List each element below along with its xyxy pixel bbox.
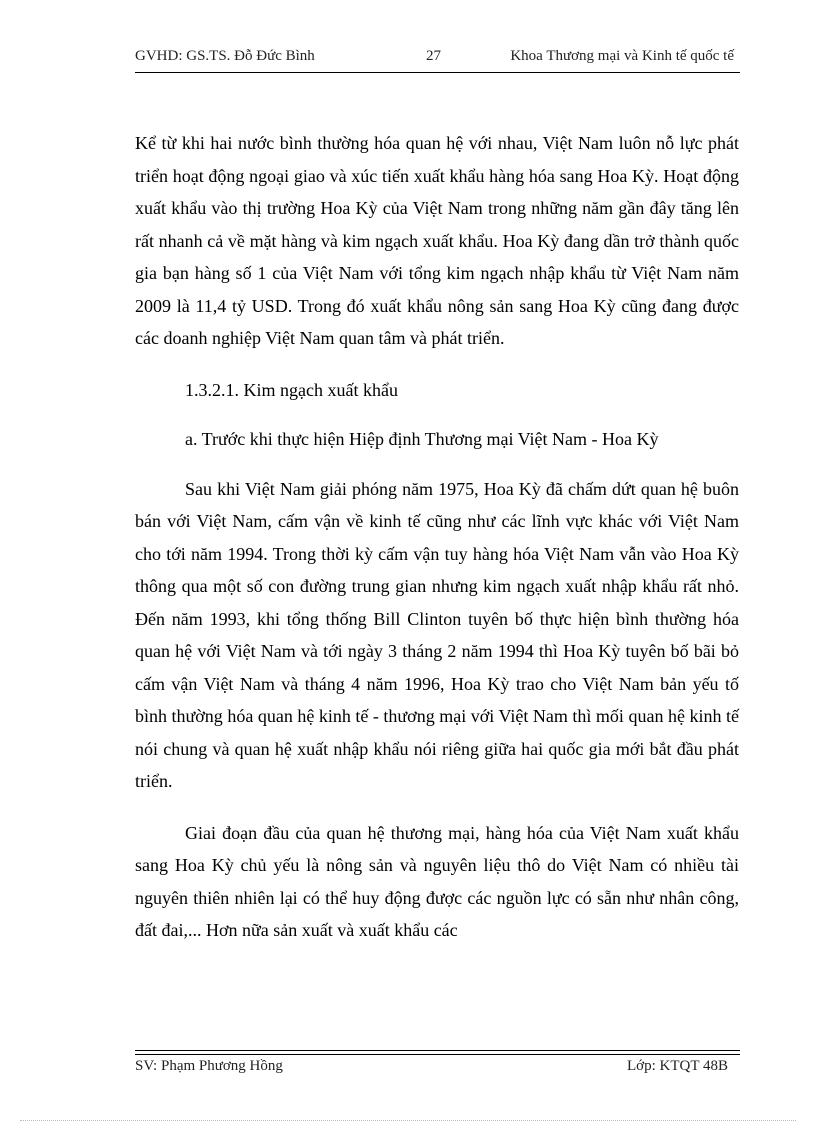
paragraph-1975: Sau khi Việt Nam giải phóng năm 1975, Hoa Kỳ đã chấm dứt quan hệ buôn bán với Việt Nam, cấm vận về kinh tế cũng như các lĩnh vực khác với Việt Nam cho tới năm 1994. Trong thời kỳ cấm vận tuy hàng hóa Việt Nam vẫn vào Hoa Kỳ thông qua một số con đường trung gian nhưng kim ngạch xuất nhập khẩu rất nhỏ. Đến năm 1993, khi tổng thống Bill Clinton tuyên bố thực hiện bình thường hóa quan hệ với Việt Nam và tới ngày 3 tháng 2 năm 1994 thì Hoa Kỳ tuyên bố bãi bỏ cấm vận Việt Nam và tháng 4 năm 1996, Hoa Kỳ trao cho Việt Nam bản yếu tố bình thường hóa quan hệ kinh tế - thương mại với Việt Nam thì mối quan hệ kinh tế nói chung và quan hệ xuất nhập khẩu nói riêng giữa hai quốc gia mới bắt đầu phát triển. — [135, 478, 739, 791]
page-footer — [135, 1058, 740, 1080]
page-header — [135, 48, 740, 70]
student-name: SV: Phạm Phương Hồng — [135, 1058, 283, 1074]
paragraph-early-stage: Giai đoạn đầu của quan hệ thương mại, hàng hóa của Việt Nam xuất khẩu sang Hoa Kỳ chủ yếu là nông sản và nguyên liệu thô do Việt Nam có nhiều tài nguyên thiên nhiên lại có thể huy động được các nguồn lực có sẵn như nhân công, đất đai,... Hơn nữa sản xuất và xuất khẩu các — [135, 822, 739, 940]
page-edge — [20, 1120, 796, 1121]
document-body — [135, 127, 739, 947]
page-number: 27 — [426, 48, 441, 64]
footer-divider — [135, 1050, 740, 1055]
faculty-name: Khoa Thương mại và Kinh tế quốc tế — [510, 48, 734, 64]
header-divider — [135, 72, 740, 73]
intro-paragraph: Kể từ khi hai nước bình thường hóa quan hệ với nhau, Việt Nam luôn nỗ lực phát triển hoạt động ngoại giao và xúc tiến xuất khẩu hàng hóa sang Hoa Kỳ. Hoạt động xuất khẩu vào thị trường Hoa Kỳ của Việt Nam trong những năm gần đây tăng lên rất nhanh cả về mặt hàng và kim ngạch xuất khẩu. Hoa Kỳ đang dần trở thành quốc gia bạn hàng số 1 của Việt Nam với tổng kim ngạch nhập khẩu từ Việt Nam năm 2009 là 11,4 tỷ USD. Trong đó xuất khẩu nông sản sang Hoa Kỳ cũng đang được các doanh nghiệp Việt Nam quan tâm và phát triển. — [135, 133, 739, 348]
section-heading: 1.3.2.1. Kim ngạch xuất khẩu — [185, 379, 398, 400]
class-code: Lớp: KTQT 48B — [627, 1058, 728, 1074]
advisor-name: GVHD: GS.TS. Đỗ Đức Bình — [135, 48, 315, 64]
subsection-heading: a. Trước khi thực hiện Hiệp định Thương mại Việt Nam - Hoa Kỳ — [185, 429, 659, 449]
